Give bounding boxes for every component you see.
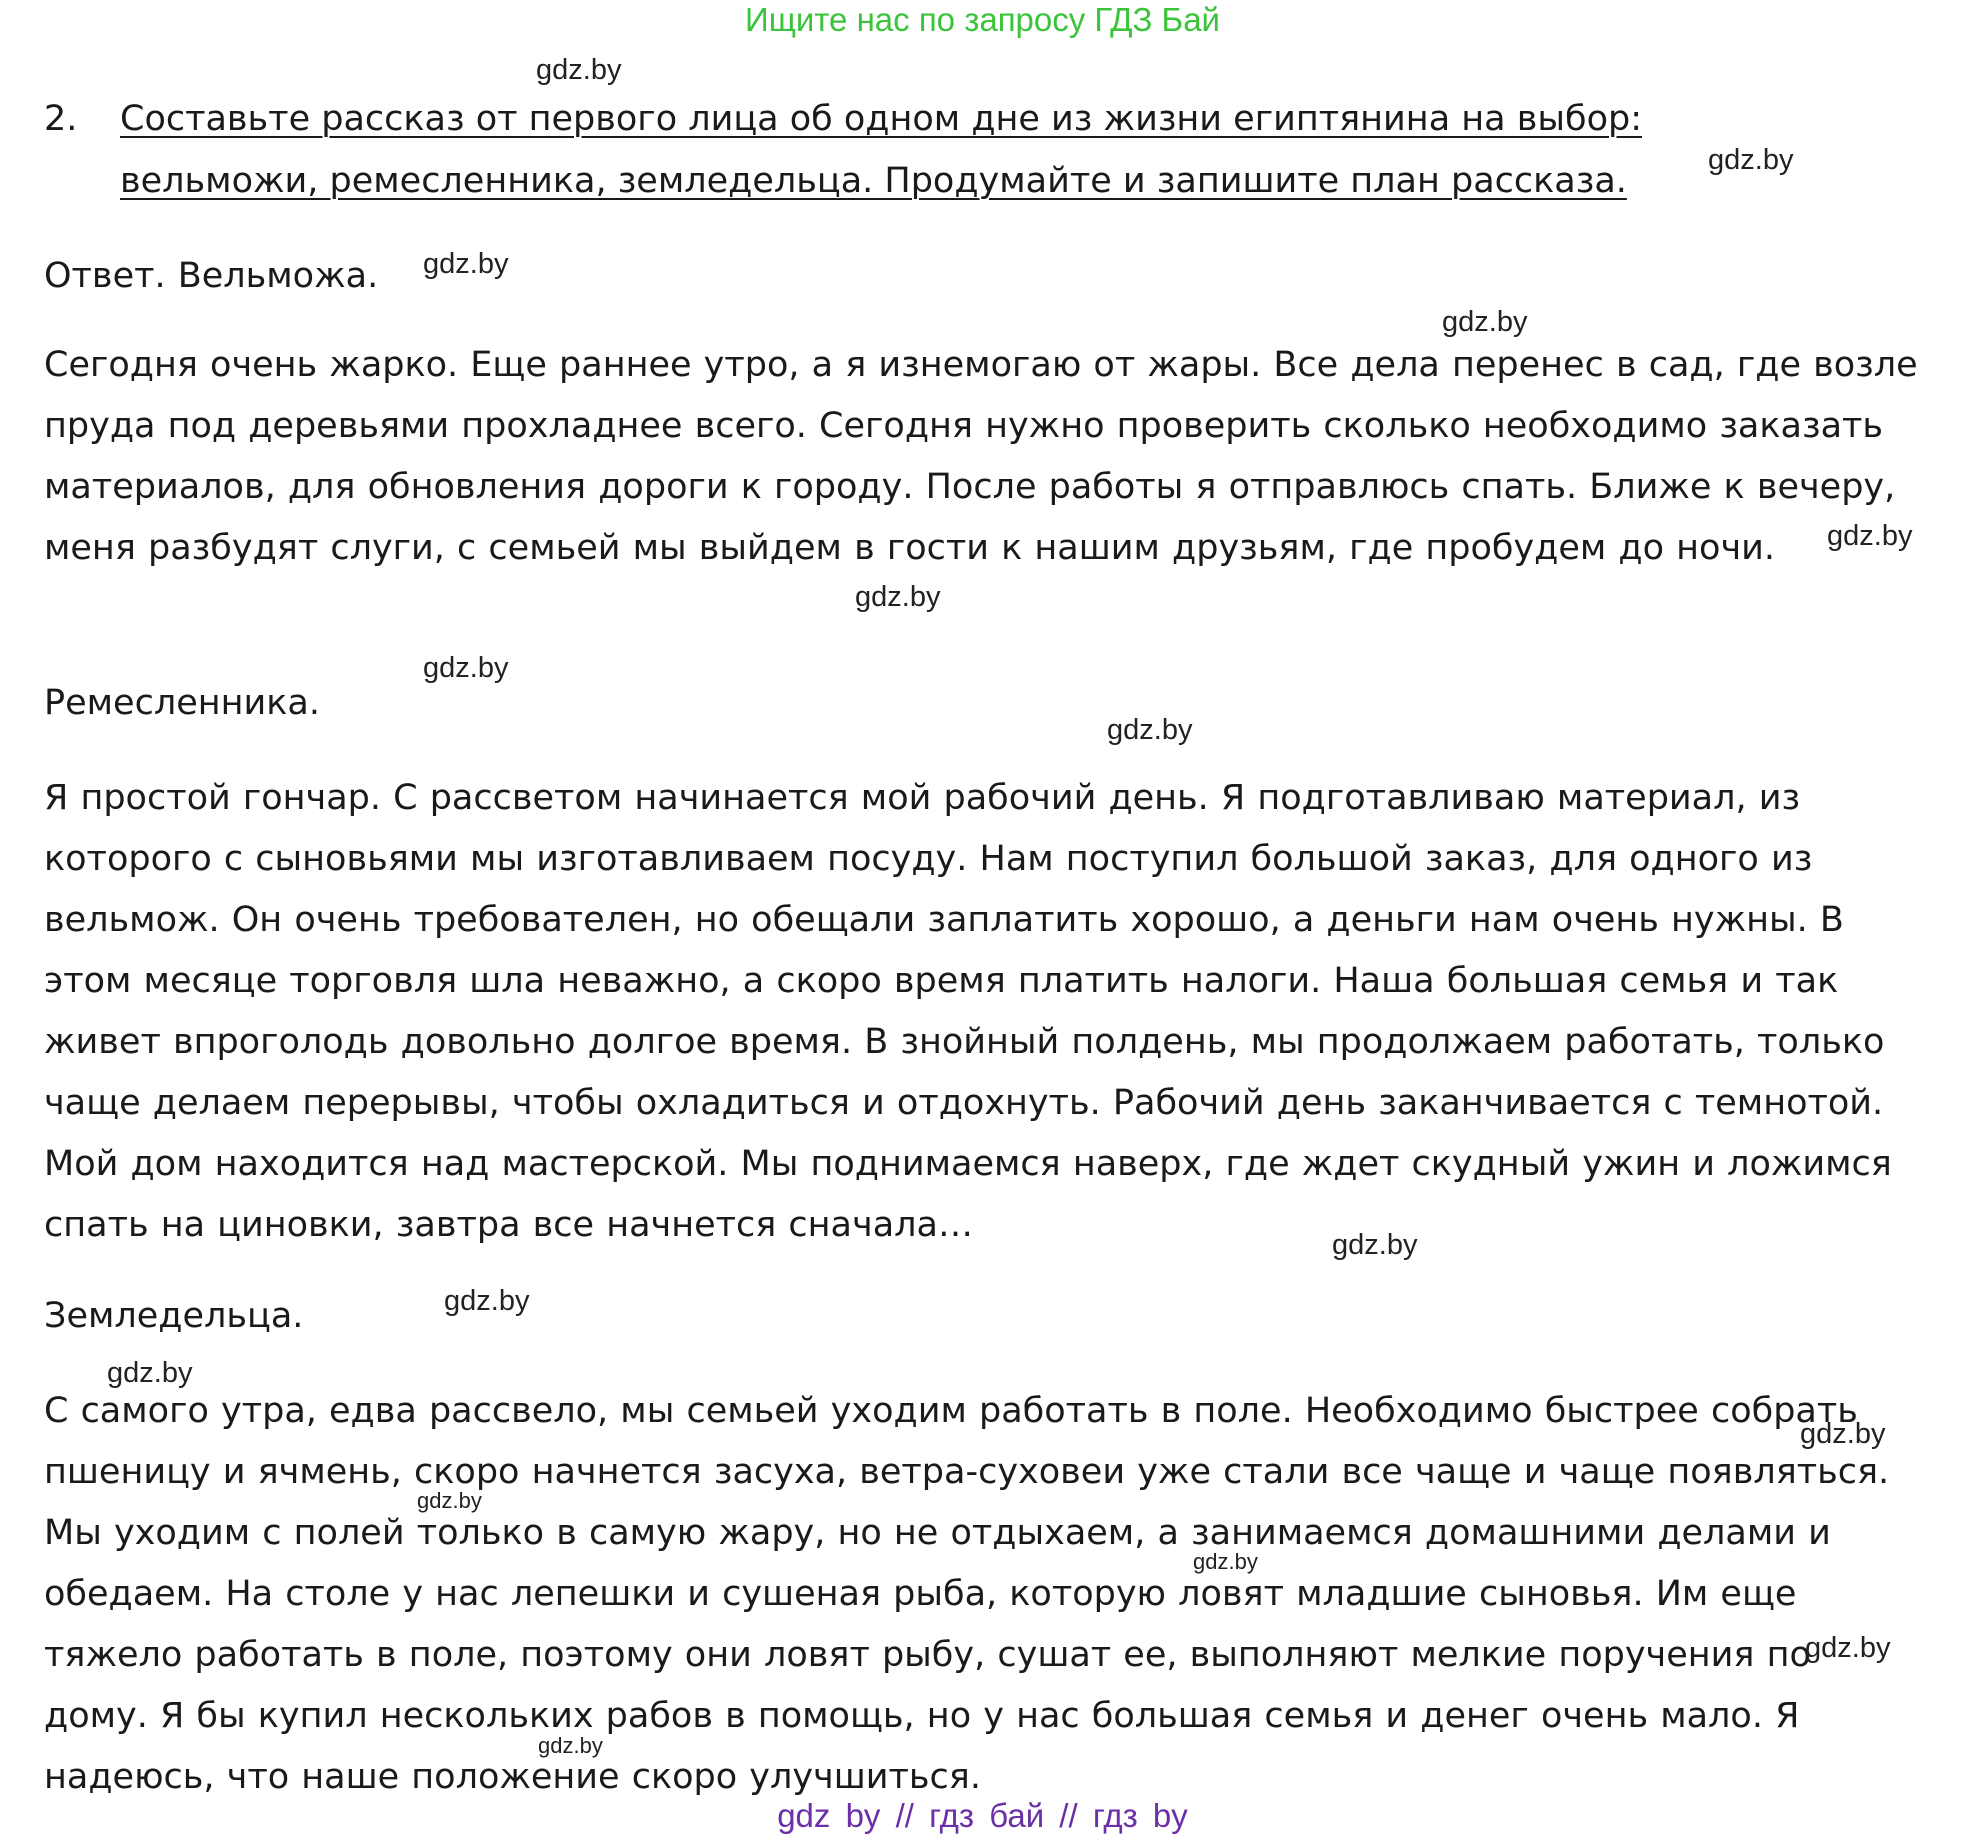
watermark: gdz.by [855, 581, 941, 613]
question [44, 88, 1904, 212]
question-text: Составьте рассказ от первого лица об одном дне из жизни египтянина на выбор: вельможи, ремесленника, земледельца. Продумайте и запишите план рассказа. [120, 99, 1642, 201]
watermark: gdz.by [107, 1357, 193, 1389]
artisan-heading: Ремесленника. [44, 683, 320, 723]
artisan-text: Я простой гончар. С рассветом начинается мой рабочий день. Я подготавливаю материал, из которого с сыновьями мы изготавливаем посуду. Нам поступил большой заказ, для одного из вельмож. Он очень требователен, но обещали заплатить хорошо, а деньги нам очень нужны. В этом месяце торговля шла неважно, а скоро время платить налоги. Наша большая семья и так живет впроголодь довольно долгое время. В знойный полдень, мы продолжаем работать, только чаще делаем перерывы, чтобы охладиться и отдохнуть. Рабочий день заканчивается с темнотой. Мой дом находится над мастерской. Мы поднимаемся наверх, где ждет скудный ужин и ложимся спать на циновки, завтра все начнется сначала… [44, 778, 1892, 1245]
header-banner: Ищите нас по запросу ГДЗ Бай [745, 1, 1220, 38]
farmer-text: С самого утра, едва рассвело, мы семьей уходим работать в поле. Необходимо быстрее собрать пшеницу и ячмень, скоро начнется засуха, ветра-суховеи уже стали все чаще и чаще появляться. Мы уходим с полей только в самую жару, но не отдыхаем, а занимаемся домашними делами и обедаем. На столе у нас лепешки и сушеная рыба, которую ловят младшие сыновья. Им еще тяжело работать в поле, поэтому они ловят рыбу, сушат ее, выполняют мелкие поручения по дому. Я бы купил нескольких рабов в помощь, но у нас большая семья и денег очень мало. Я надеюсь, что наше положение скоро улучшиться. [44, 1391, 1890, 1797]
watermark: gdz.by [1332, 1229, 1418, 1261]
watermark: gdz.by [444, 1285, 530, 1317]
farmer-heading: Земледельца. [44, 1296, 304, 1336]
watermark: gdz.by [423, 248, 509, 280]
watermark: gdz.by [1827, 520, 1913, 552]
watermark: gdz.by [1442, 306, 1528, 338]
watermark: gdz.by [1800, 1418, 1886, 1450]
watermark: gdz.by [1107, 714, 1193, 746]
footer-banner: gdz by // гдз бай // гдз by [777, 1797, 1188, 1834]
watermark: gdz.by [536, 54, 622, 86]
noble-text: Сегодня очень жарко. Еще раннее утро, а я изнемогаю от жары. Все дела перенес в сад, где возле пруда под деревьями прохладнее всего. Сегодня нужно проверить сколько необходимо заказать материалов, для обновления дороги к городу. После работы я отправлюсь спать. Ближе к вечеру, меня разбудят слуги, с семьей мы выйдем в гости к нашим друзьям, где пробудем до ночи. [44, 345, 1918, 568]
watermark: gdz.by [423, 652, 509, 684]
watermark: gdz.by [417, 1488, 482, 1513]
watermark: gdz.by [1708, 144, 1794, 176]
question-number: 2. [44, 99, 78, 139]
watermark: gdz.by [1193, 1549, 1258, 1574]
watermark: gdz.by [1805, 1632, 1891, 1664]
watermark: gdz.by [538, 1733, 603, 1758]
answer-heading: Ответ. Вельможа. [44, 256, 379, 296]
